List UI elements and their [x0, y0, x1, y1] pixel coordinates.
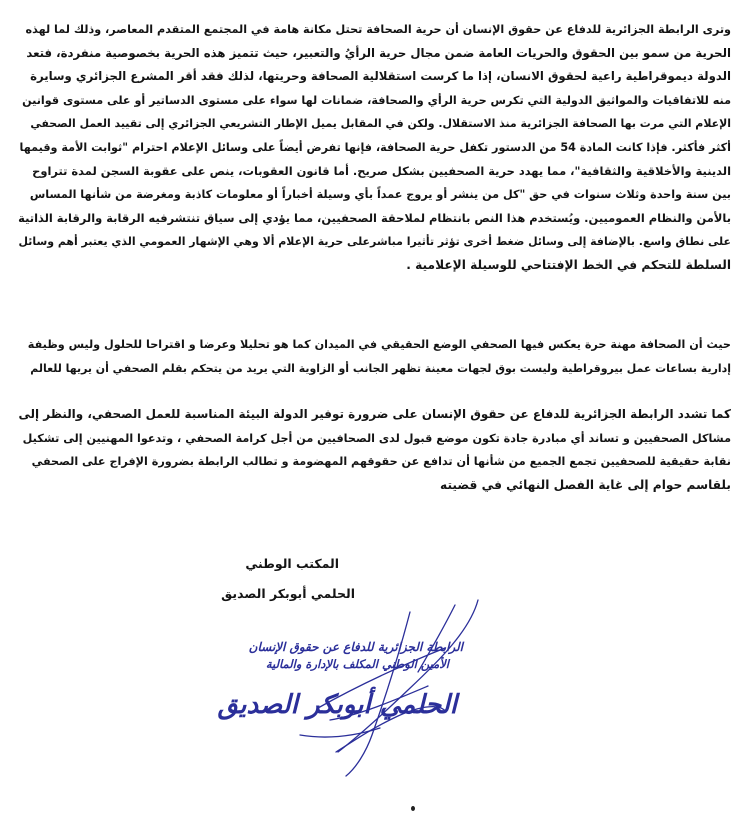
text-line: بين سنة واحدة وثلاث سنوات في حق "كل من ينشر أو يروج عمداً بأي وسيلة أخباراً أو معلومات كاذبة ومغرضة من شأنها المساس — [29, 188, 731, 202]
text-line: بالأمن والنظام العموميين. ويُستخدم هذا النص بانتظام لملاحقة الصحفيين، مما يؤدي إلى سياق تنتشرفيه الرقابة والرقابة الذاتية — [18, 210, 731, 225]
text-line: إدارية بساعات عمل بيروقراطية وليست بوق لجهات معينة تظهر الجانب أو الزاوية التي يريد من يتحكم بقلم الصحفي أن يريها للعالم — [30, 361, 731, 375]
stamp-organization: الرابطة الجزائرية للدفاع عن حقوق الإنسان — [248, 640, 463, 654]
text-line: الإعلام التي مرت بها الصحافة الجزائرية منذ الاستقلال. ولكن في المقابل يميل الإطار التشريعي الجزائري إلى تقييد العمل الصحفي — [30, 117, 731, 131]
text-line: منه للاتفاقيات والمواثيق الدولية التي تكرس حرية الرأي والصحافة، ضمانات لها سواء على مستوى الدساتير أو على مستوى قوانين — [22, 93, 731, 107]
text-line: الحرية من سمو بين الحقوق والحريات العامة ضمن مجال حرية الرأيُ والتعبير، حيث تتميز هذه الحرية بخصوصية منفردة، فتعد — [26, 45, 731, 60]
signer-name: الحلمي أبوبكر الصديق — [221, 586, 355, 601]
text-line: أكثر فأكثر. فإذا كانت المادة 54 من الدستور تكفل حرية الصحافة، فإنها تفرض أيضاً على وسائل الإعلام احترام "ثوابت الأمة وقيمها — [19, 140, 731, 154]
text-line: مشاكل الصحفيين و تساند أي مبادرة جادة تكون موضع قبول لدى الصحافيين من أجل كرامة الصحفي ، وتدعوا المهنيين إلى تشكيل — [22, 431, 731, 445]
text-line: السلطة للتحكم في الخط الإفتتاحي للوسيلة الإعلامية . — [406, 257, 731, 272]
text-line: وترى الرابطة الجزائرية للدفاع عن حقوق الإنسان أن حرية الصحافة تحتل مكانة هامة في المجتمع المتقدم المعاصر، وذلك لما لهذه — [25, 23, 731, 36]
text-line: حيث أن الصحافة مهنة حرة يعكس فيها الصحفي الوضع الحقيقي في الميدان كما هو تحليلا وعرضا و اقتراحا للحلول وليس وظيفة — [27, 338, 731, 351]
stamp-name: الحلمي أبوبكر الصديق — [217, 690, 457, 720]
ink-dot — [411, 806, 415, 811]
text-line: على نطاق واسع. بالإضافة إلى وسائل ضغط أخرى تؤثر تأثيرا مباشرعلى حرية الإعلام ألا وهي الإشهار العمومي الذي يعتبر أهم وسائل — [18, 235, 731, 249]
stamp-role: الأمين الوطني المكلف بالإدارة والمالية — [265, 657, 449, 671]
text-line: نقابة حقيقية للصحفيين تجمع الجميع من شأنها أن تدافع عن حقوقهم المهضومة و تطالب الرابطة بضرورة الإفراج على الصحفي — [31, 455, 731, 469]
text-line: بلقاسم حوام إلى غاية الفصل النهائي في قضيته — [440, 477, 731, 492]
text-line: كما تشدد الرابطة الجزائرية للدفاع عن حقوق الإنسان على ضرورة توفير الدولة البيئة المناسبة للعمل الصحفي، والنظر إلى — [18, 407, 731, 421]
text-line: الدينية والأخلاقية والثقافية"، مما يهدد حرية الصحفيين بشكل صريح. أما قانون العقوبات، ينص على عقوبة السجن لمدة تتراوح — [32, 163, 731, 178]
office-label: المكتب الوطني — [245, 556, 339, 571]
text-line: الدولة ديموقراطية راعية لحقوق الانسان، إذا ما كرست استقلالية الصحافة وحريتها، لذلك فقد أقر المشرع الجزائري وسايرة — [30, 69, 731, 84]
